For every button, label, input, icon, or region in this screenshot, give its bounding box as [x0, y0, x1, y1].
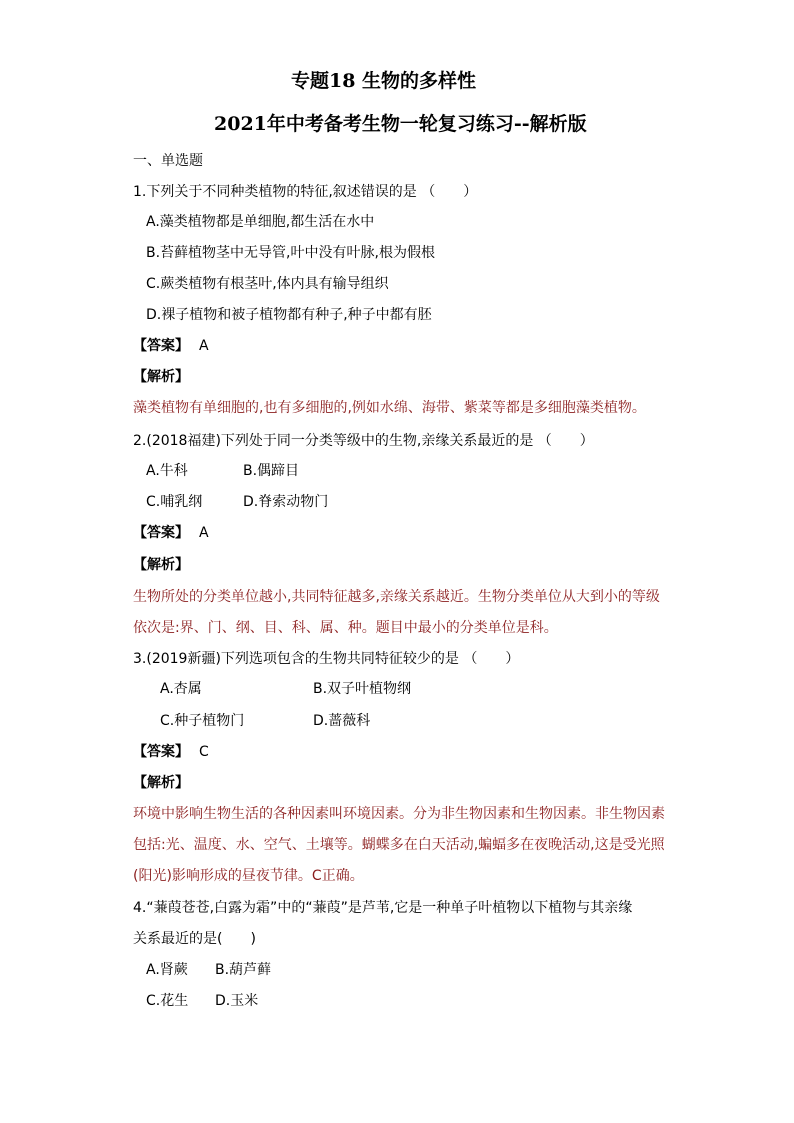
question-4-stem-line-2: 关系最近的是( ) [133, 931, 256, 947]
question-2-option-a: A.牛科 [146, 463, 188, 479]
question-3-analysis-line-3: (阳光)影响形成的昼夜节律。C正确。 [133, 868, 364, 884]
answer-value: C [199, 744, 209, 760]
question-2-option-b: B.偶蹄目 [243, 463, 300, 479]
question-3-answer [133, 742, 209, 762]
answer-label: 【答案】 [133, 525, 189, 541]
question-3-option-a: A.杏属 [160, 681, 202, 697]
question-2-stem: 2.(2018福建)下列处于同一分类等级中的生物,亲缘关系最近的是 （ ） [133, 433, 594, 449]
question-4-option-b: B.葫芦藓 [215, 962, 272, 978]
question-3-analysis-label: 【解析】 [133, 775, 189, 791]
answer-label: 【答案】 [133, 338, 189, 354]
question-1-answer [133, 336, 209, 356]
question-1-stem: 1.下列关于不同种类植物的特征,叙述错误的是 （ ） [133, 184, 478, 200]
answer-label: 【答案】 [133, 744, 189, 760]
question-2-option-c: C.哺乳纲 [146, 494, 203, 510]
question-2-answer [133, 523, 209, 543]
question-1-option-d: D.裸子植物和被子植物都有种子,种子中都有胚 [146, 307, 432, 323]
question-4-option-a: A.肾蕨 [146, 962, 188, 978]
question-1-option-b: B.苔藓植物茎中无导管,叶中没有叶脉,根为假根 [146, 245, 435, 261]
question-4-option-d: D.玉米 [215, 993, 259, 1009]
question-2-option-d: D.脊索动物门 [243, 494, 329, 510]
question-1-analysis: 藻类植物有单细胞的,也有多细胞的,例如水绵、海带、紫菜等都是多细胞藻类植物。 [133, 400, 646, 416]
section-heading: 一、单选题 [133, 153, 203, 169]
answer-value: A [199, 338, 209, 354]
question-1-option-c: C.蕨类植物有根茎叶,体内具有输导组织 [146, 276, 389, 292]
document-title: 专题18 生物的多样性 [291, 70, 477, 92]
question-4-option-c: C.花生 [146, 993, 189, 1009]
answer-value: A [199, 525, 209, 541]
question-2-analysis-line-1: 生物所处的分类单位越小,共同特征越多,亲缘关系越近。生物分类单位从大到小的等级 [133, 589, 660, 605]
question-3-analysis-line-1: 环境中影响生物生活的各种因素叫环境因素。分为非生物因素和生物因素。非生物因素 [133, 806, 665, 822]
question-3-option-d: D.蔷薇科 [313, 713, 371, 729]
question-4-stem-line-1: 4.“蒹葭苍苍,白露为霜”中的“蒹葭”是芦苇,它是一种单子叶植物以下植物与其亲缘 [133, 900, 633, 916]
question-3-option-c: C.种子植物门 [160, 713, 245, 729]
question-1-option-a: A.藻类植物都是单细胞,都生活在水中 [146, 214, 375, 230]
question-3-analysis-line-2: 包括:光、温度、水、空气、土壤等。蝴蝶多在白天活动,蝙蝠多在夜晚活动,这是受光照 [133, 837, 665, 853]
question-2-analysis-line-2: 依次是:界、门、纲、目、科、属、种。题目中最小的分类单位是科。 [133, 620, 558, 636]
question-3-stem: 3.(2019新疆)下列选项包含的生物共同特征较少的是 （ ） [133, 651, 520, 667]
document-subtitle: 2021年中考备考生物一轮复习练习--解析版 [214, 113, 587, 135]
question-3-option-b: B.双子叶植物纲 [313, 681, 412, 697]
question-2-analysis-label: 【解析】 [133, 557, 189, 573]
question-1-analysis-label: 【解析】 [133, 369, 189, 385]
